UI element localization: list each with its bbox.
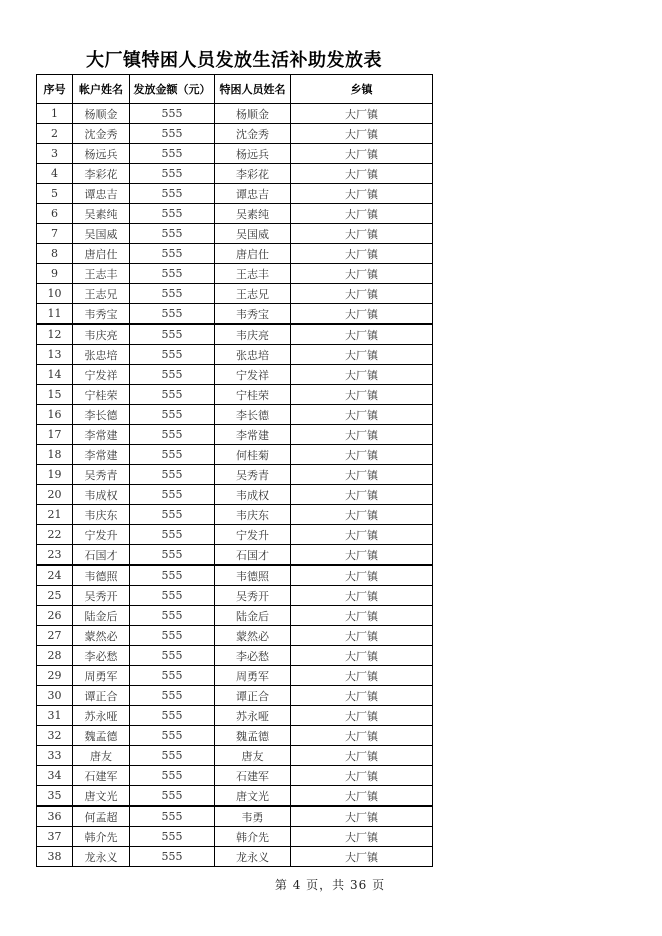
cell-town: 大厂镇	[291, 686, 433, 706]
header-serial-number: 序号	[37, 75, 73, 104]
cell-amount: 555	[130, 666, 215, 686]
cell-town: 大厂镇	[291, 565, 433, 586]
cell-town: 大厂镇	[291, 224, 433, 244]
cell-person-name: 张忠培	[215, 345, 291, 365]
cell-amount: 555	[130, 545, 215, 566]
table-row	[37, 706, 433, 726]
header-account-name: 帐户姓名	[73, 75, 130, 104]
cell-account-name: 石国才	[73, 545, 130, 566]
cell-town: 大厂镇	[291, 706, 433, 726]
header-town: 乡镇	[291, 75, 433, 104]
subsidy-table	[36, 74, 433, 867]
cell-town: 大厂镇	[291, 746, 433, 766]
cell-person-name: 杨远兵	[215, 144, 291, 164]
table-row	[37, 847, 433, 867]
table-row	[37, 626, 433, 646]
cell-town: 大厂镇	[291, 264, 433, 284]
cell-amount: 555	[130, 606, 215, 626]
cell-amount: 555	[130, 586, 215, 606]
cell-amount: 555	[130, 445, 215, 465]
cell-account-name: 李长德	[73, 405, 130, 425]
cell-account-name: 韦成权	[73, 485, 130, 505]
cell-amount: 555	[130, 525, 215, 545]
cell-person-name: 龙永义	[215, 847, 291, 867]
cell-account-name: 李常建	[73, 445, 130, 465]
cell-serial-number: 31	[37, 706, 73, 726]
cell-person-name: 李彩花	[215, 164, 291, 184]
cell-serial-number: 9	[37, 264, 73, 284]
cell-serial-number: 14	[37, 365, 73, 385]
cell-town: 大厂镇	[291, 184, 433, 204]
cell-account-name: 宁桂荣	[73, 385, 130, 405]
cell-town: 大厂镇	[291, 766, 433, 786]
cell-amount: 555	[130, 104, 215, 124]
cell-amount: 555	[130, 365, 215, 385]
cell-person-name: 何桂菊	[215, 445, 291, 465]
cell-serial-number: 29	[37, 666, 73, 686]
cell-person-name: 韦庆东	[215, 505, 291, 525]
cell-town: 大厂镇	[291, 586, 433, 606]
cell-amount: 555	[130, 847, 215, 867]
cell-account-name: 周勇军	[73, 666, 130, 686]
cell-town: 大厂镇	[291, 104, 433, 124]
cell-serial-number: 34	[37, 766, 73, 786]
cell-amount: 555	[130, 746, 215, 766]
cell-serial-number: 19	[37, 465, 73, 485]
cell-amount: 555	[130, 485, 215, 505]
cell-account-name: 李常建	[73, 425, 130, 445]
cell-amount: 555	[130, 124, 215, 144]
cell-person-name: 周勇军	[215, 666, 291, 686]
cell-person-name: 石建军	[215, 766, 291, 786]
cell-account-name: 韦秀宝	[73, 304, 130, 325]
cell-account-name: 宁发祥	[73, 365, 130, 385]
table-row	[37, 806, 433, 827]
cell-town: 大厂镇	[291, 365, 433, 385]
cell-town: 大厂镇	[291, 806, 433, 827]
cell-account-name: 张忠培	[73, 345, 130, 365]
cell-serial-number: 30	[37, 686, 73, 706]
cell-serial-number: 18	[37, 445, 73, 465]
header-person-name: 特困人员姓名	[215, 75, 291, 104]
cell-amount: 555	[130, 164, 215, 184]
table-row	[37, 726, 433, 746]
cell-person-name: 沈金秀	[215, 124, 291, 144]
cell-account-name: 王志丰	[73, 264, 130, 284]
cell-amount: 555	[130, 264, 215, 284]
cell-account-name: 唐友	[73, 746, 130, 766]
cell-amount: 555	[130, 345, 215, 365]
cell-serial-number: 28	[37, 646, 73, 666]
cell-town: 大厂镇	[291, 445, 433, 465]
cell-town: 大厂镇	[291, 545, 433, 566]
table-row	[37, 104, 433, 124]
cell-amount: 555	[130, 505, 215, 525]
cell-serial-number: 26	[37, 606, 73, 626]
cell-person-name: 唐友	[215, 746, 291, 766]
table-row	[37, 525, 433, 545]
table-row	[37, 445, 433, 465]
cell-person-name: 宁桂荣	[215, 385, 291, 405]
cell-serial-number: 13	[37, 345, 73, 365]
table-row	[37, 284, 433, 304]
cell-amount: 555	[130, 726, 215, 746]
cell-person-name: 王志兄	[215, 284, 291, 304]
cell-town: 大厂镇	[291, 485, 433, 505]
cell-amount: 555	[130, 786, 215, 807]
cell-person-name: 谭正合	[215, 686, 291, 706]
table-row	[37, 485, 433, 505]
cell-amount: 555	[130, 324, 215, 345]
cell-account-name: 何孟超	[73, 806, 130, 827]
cell-serial-number: 10	[37, 284, 73, 304]
cell-account-name: 韦庆亮	[73, 324, 130, 345]
cell-serial-number: 24	[37, 565, 73, 586]
table-row	[37, 505, 433, 525]
cell-town: 大厂镇	[291, 465, 433, 485]
cell-account-name: 唐文光	[73, 786, 130, 807]
table-row	[37, 144, 433, 164]
cell-person-name: 韦成权	[215, 485, 291, 505]
cell-account-name: 韦德照	[73, 565, 130, 586]
table-row	[37, 164, 433, 184]
cell-account-name: 吴国威	[73, 224, 130, 244]
cell-serial-number: 22	[37, 525, 73, 545]
cell-town: 大厂镇	[291, 606, 433, 626]
cell-amount: 555	[130, 304, 215, 325]
cell-account-name: 杨顺金	[73, 104, 130, 124]
cell-account-name: 韩介先	[73, 827, 130, 847]
cell-account-name: 王志兄	[73, 284, 130, 304]
table-row	[37, 425, 433, 445]
table-row	[37, 264, 433, 284]
cell-town: 大厂镇	[291, 847, 433, 867]
cell-town: 大厂镇	[291, 324, 433, 345]
cell-town: 大厂镇	[291, 284, 433, 304]
cell-account-name: 杨远兵	[73, 144, 130, 164]
table-row	[37, 545, 433, 566]
cell-serial-number: 35	[37, 786, 73, 807]
cell-serial-number: 6	[37, 204, 73, 224]
cell-town: 大厂镇	[291, 425, 433, 445]
cell-person-name: 韦庆亮	[215, 324, 291, 345]
cell-person-name: 韩介先	[215, 827, 291, 847]
cell-serial-number: 21	[37, 505, 73, 525]
table-row	[37, 465, 433, 485]
cell-town: 大厂镇	[291, 726, 433, 746]
cell-serial-number: 38	[37, 847, 73, 867]
cell-serial-number: 11	[37, 304, 73, 325]
cell-town: 大厂镇	[291, 345, 433, 365]
cell-amount: 555	[130, 184, 215, 204]
cell-amount: 555	[130, 686, 215, 706]
cell-person-name: 吴秀青	[215, 465, 291, 485]
cell-town: 大厂镇	[291, 646, 433, 666]
cell-amount: 555	[130, 766, 215, 786]
cell-serial-number: 15	[37, 385, 73, 405]
table-row	[37, 586, 433, 606]
cell-amount: 555	[130, 565, 215, 586]
cell-town: 大厂镇	[291, 666, 433, 686]
cell-account-name: 吴秀开	[73, 586, 130, 606]
header-amount: 发放金额（元）	[130, 75, 215, 104]
cell-person-name: 李常建	[215, 425, 291, 445]
table-row	[37, 385, 433, 405]
cell-account-name: 谭正合	[73, 686, 130, 706]
table-row	[37, 204, 433, 224]
cell-serial-number: 37	[37, 827, 73, 847]
table-row	[37, 686, 433, 706]
cell-town: 大厂镇	[291, 164, 433, 184]
cell-town: 大厂镇	[291, 204, 433, 224]
cell-town: 大厂镇	[291, 144, 433, 164]
page-title: 大厂镇特困人员发放生活补助发放表	[86, 50, 382, 71]
cell-town: 大厂镇	[291, 505, 433, 525]
cell-town: 大厂镇	[291, 786, 433, 807]
cell-amount: 555	[130, 405, 215, 425]
cell-person-name: 谭忠吉	[215, 184, 291, 204]
cell-account-name: 龙永义	[73, 847, 130, 867]
cell-account-name: 唐启仕	[73, 244, 130, 264]
table-row	[37, 304, 433, 325]
cell-serial-number: 2	[37, 124, 73, 144]
cell-town: 大厂镇	[291, 304, 433, 325]
table-row	[37, 365, 433, 385]
table-row	[37, 786, 433, 807]
cell-town: 大厂镇	[291, 525, 433, 545]
cell-town: 大厂镇	[291, 244, 433, 264]
cell-person-name: 吴素纯	[215, 204, 291, 224]
table-row	[37, 827, 433, 847]
cell-person-name: 李长德	[215, 405, 291, 425]
cell-amount: 555	[130, 244, 215, 264]
cell-amount: 555	[130, 144, 215, 164]
cell-amount: 555	[130, 827, 215, 847]
cell-serial-number: 23	[37, 545, 73, 566]
cell-account-name: 李必愁	[73, 646, 130, 666]
cell-amount: 555	[130, 385, 215, 405]
cell-account-name: 李彩花	[73, 164, 130, 184]
cell-person-name: 韦勇	[215, 806, 291, 827]
cell-account-name: 魏孟德	[73, 726, 130, 746]
table-row	[37, 746, 433, 766]
page-footer: 第 4 页，共 36 页	[274, 878, 386, 892]
cell-amount: 555	[130, 425, 215, 445]
cell-serial-number: 27	[37, 626, 73, 646]
cell-person-name: 陆金后	[215, 606, 291, 626]
cell-serial-number: 20	[37, 485, 73, 505]
cell-account-name: 宁发升	[73, 525, 130, 545]
table-row	[37, 606, 433, 626]
cell-person-name: 蒙然必	[215, 626, 291, 646]
cell-account-name: 蒙然必	[73, 626, 130, 646]
cell-serial-number: 3	[37, 144, 73, 164]
cell-amount: 555	[130, 284, 215, 304]
table-row	[37, 184, 433, 204]
cell-account-name: 吴秀青	[73, 465, 130, 485]
table-row	[37, 646, 433, 666]
cell-person-name: 魏孟德	[215, 726, 291, 746]
cell-serial-number: 4	[37, 164, 73, 184]
cell-serial-number: 1	[37, 104, 73, 124]
cell-serial-number: 7	[37, 224, 73, 244]
cell-person-name: 唐启仕	[215, 244, 291, 264]
cell-person-name: 石国才	[215, 545, 291, 566]
cell-serial-number: 17	[37, 425, 73, 445]
cell-person-name: 苏永哑	[215, 706, 291, 726]
cell-account-name: 苏永哑	[73, 706, 130, 726]
cell-person-name: 吴国威	[215, 224, 291, 244]
cell-amount: 555	[130, 626, 215, 646]
cell-serial-number: 25	[37, 586, 73, 606]
cell-account-name: 韦庆东	[73, 505, 130, 525]
cell-person-name: 宁发升	[215, 525, 291, 545]
cell-person-name: 吴秀开	[215, 586, 291, 606]
cell-town: 大厂镇	[291, 385, 433, 405]
cell-serial-number: 5	[37, 184, 73, 204]
table-header-row	[37, 75, 433, 104]
cell-person-name: 王志丰	[215, 264, 291, 284]
cell-town: 大厂镇	[291, 626, 433, 646]
table-row	[37, 244, 433, 264]
table-row	[37, 766, 433, 786]
table-body	[37, 104, 433, 867]
cell-amount: 555	[130, 204, 215, 224]
cell-amount: 555	[130, 806, 215, 827]
cell-amount: 555	[130, 465, 215, 485]
cell-town: 大厂镇	[291, 124, 433, 144]
table-row	[37, 405, 433, 425]
cell-person-name: 杨顺金	[215, 104, 291, 124]
cell-person-name: 韦秀宝	[215, 304, 291, 325]
cell-person-name: 唐文光	[215, 786, 291, 807]
cell-town: 大厂镇	[291, 405, 433, 425]
cell-serial-number: 36	[37, 806, 73, 827]
cell-account-name: 陆金后	[73, 606, 130, 626]
cell-person-name: 韦德照	[215, 565, 291, 586]
cell-account-name: 谭忠吉	[73, 184, 130, 204]
cell-serial-number: 12	[37, 324, 73, 345]
cell-serial-number: 8	[37, 244, 73, 264]
table-row	[37, 565, 433, 586]
cell-person-name: 宁发祥	[215, 365, 291, 385]
table-row	[37, 124, 433, 144]
cell-account-name: 吴素纯	[73, 204, 130, 224]
cell-serial-number: 33	[37, 746, 73, 766]
table-row	[37, 224, 433, 244]
cell-serial-number: 16	[37, 405, 73, 425]
table-row	[37, 666, 433, 686]
cell-amount: 555	[130, 224, 215, 244]
table-row	[37, 324, 433, 345]
cell-account-name: 沈金秀	[73, 124, 130, 144]
cell-amount: 555	[130, 646, 215, 666]
cell-account-name: 石建军	[73, 766, 130, 786]
cell-amount: 555	[130, 706, 215, 726]
cell-town: 大厂镇	[291, 827, 433, 847]
table-row	[37, 345, 433, 365]
cell-serial-number: 32	[37, 726, 73, 746]
cell-person-name: 李必愁	[215, 646, 291, 666]
